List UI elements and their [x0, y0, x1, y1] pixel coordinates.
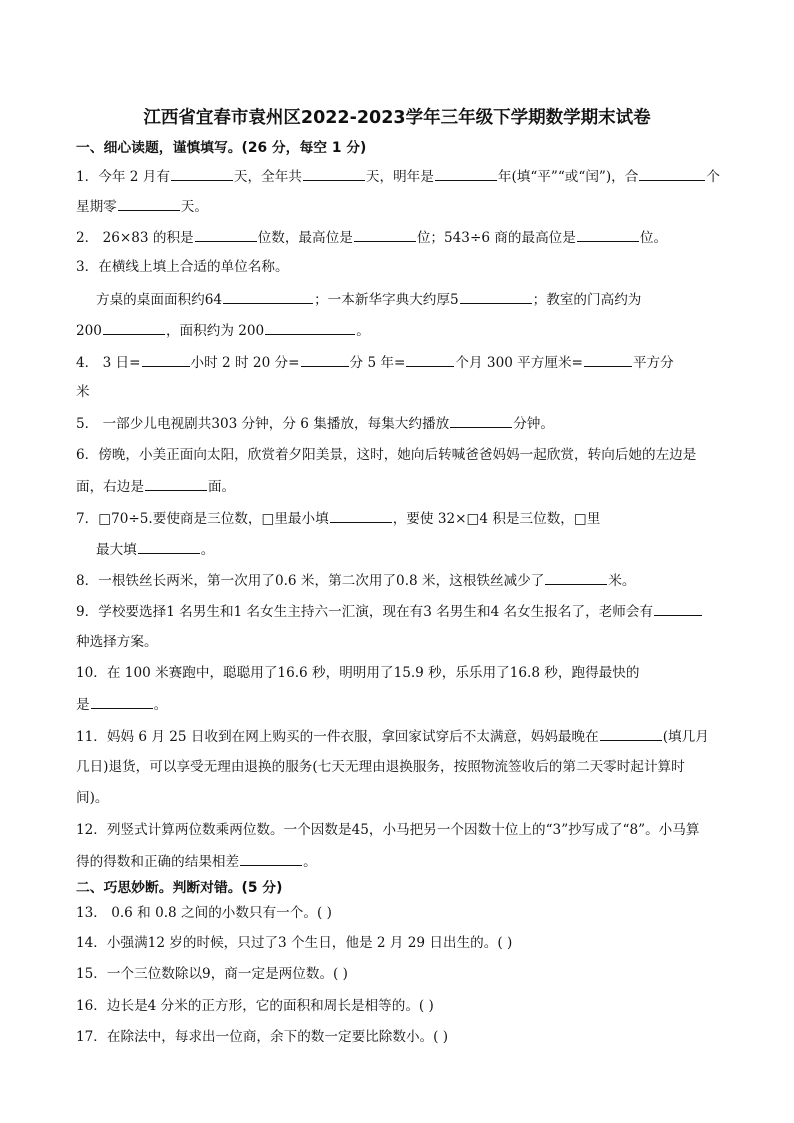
question-line — [76, 903, 746, 923]
question-line — [76, 632, 746, 652]
question-text: 个月 300 平方厘米= — [455, 355, 583, 371]
question-line — [76, 352, 746, 373]
question-line — [76, 601, 746, 622]
question-line — [76, 694, 746, 715]
answer-blank[interactable] — [460, 289, 532, 304]
question-text: 最大填 — [96, 542, 137, 558]
question-line — [76, 570, 746, 591]
question-text: 个 — [706, 169, 720, 185]
question-text: 1．今年 2 月有 — [76, 169, 170, 185]
answer-blank[interactable] — [600, 726, 662, 741]
question-line — [96, 289, 746, 310]
question-line — [76, 227, 746, 248]
section-heading — [76, 878, 746, 898]
question-text: 面。 — [207, 479, 236, 495]
answer-blank[interactable] — [265, 320, 355, 335]
question-line — [76, 757, 746, 777]
question-text: 8．一根铁丝长两米，第一次用了0.6 米，第二次用了0.8 米，这根铁丝减少了 — [76, 573, 545, 589]
question-line — [76, 257, 746, 277]
question-text: 二、巧思妙断。判断对错。(5 分) — [76, 880, 283, 896]
question-text: 分钟。 — [513, 416, 554, 432]
question-line — [76, 166, 746, 187]
question-text: 分 5 年= — [349, 355, 406, 371]
question-text: 5． 一部少儿电视剧共303 分钟，分 6 集播放，每集大约播放 — [76, 416, 450, 432]
answer-blank[interactable] — [103, 320, 165, 335]
answer-blank[interactable] — [584, 352, 632, 367]
question-text: 间)。 — [76, 790, 109, 806]
question-text: 12．列竖式计算两位数乘两位数。一个因数是45，小马把另一个因数十位上的“3”抄写成了“8”。小马算 — [76, 822, 700, 838]
question-text: 17．在除法中，每求出一位商，余下的数一定要比除数小。( ) — [76, 1029, 449, 1045]
question-text: 7．□70÷5.要使商是三位数，□里最小填 — [76, 511, 329, 527]
question-text: 天，明年是 — [365, 169, 434, 185]
question-text: 米。 — [608, 573, 636, 589]
question-line — [76, 820, 746, 840]
answer-blank[interactable] — [223, 289, 313, 304]
answer-blank[interactable] — [301, 352, 349, 367]
question-line — [76, 413, 746, 434]
question-text: 天。 — [180, 199, 208, 215]
question-text: 16．边长是4 分米的正方形，它的面积和周长是相等的。( ) — [76, 998, 434, 1014]
answer-blank[interactable] — [354, 227, 416, 242]
question-line — [76, 788, 746, 808]
question-line — [76, 933, 746, 953]
answer-blank[interactable] — [639, 166, 705, 181]
question-text: 位。 — [639, 230, 668, 246]
question-text: ，面积约为 200 — [165, 323, 265, 339]
question-text: 星期零 — [76, 199, 117, 215]
answer-blank[interactable] — [91, 694, 153, 709]
question-text: 一、细心读题，谨慎填写。(26 分，每空 1 分) — [76, 140, 367, 156]
question-line — [76, 196, 746, 217]
question-text: 。 — [200, 542, 215, 558]
question-line — [96, 539, 746, 560]
question-text: 。 — [153, 697, 168, 713]
question-text: 4． 3 日= — [76, 355, 141, 371]
section-heading — [76, 138, 746, 158]
answer-blank[interactable] — [435, 166, 497, 181]
question-text: 位；543÷6 商的最高位是 — [416, 230, 576, 246]
exam-title: 江西省宜春市袁州区2022-2023学年三年级下学期数学期末试卷 — [143, 108, 651, 128]
answer-blank[interactable] — [450, 413, 512, 428]
question-text: 天，全年共 — [233, 169, 302, 185]
question-text: 位数，最高位是 — [257, 230, 353, 246]
answer-blank[interactable] — [142, 352, 190, 367]
question-line — [76, 1027, 746, 1047]
question-line — [76, 508, 746, 529]
question-text: 14．小强满12 岁的时候，只过了3 个生日，他是 2 月 29 日出生的。( ) — [76, 935, 513, 951]
question-line — [76, 964, 746, 984]
question-text: 6．傍晚，小美正面向太阳，欣赏着夕阳美景，这时，她向后转喊爸爸妈妈一起欣赏，转向后她的左边是 — [76, 447, 697, 463]
question-text: 200 — [76, 323, 102, 339]
question-text: 15．一个三位数除以9，商一定是两位数。( ) — [76, 966, 348, 982]
question-text: 得的得数和正确的结果相差 — [76, 854, 240, 870]
question-text: ；一本新华字典大约厚5 — [314, 292, 459, 308]
answer-blank[interactable] — [545, 570, 607, 585]
answer-blank[interactable] — [577, 227, 639, 242]
question-line — [76, 663, 746, 683]
question-text: 方桌的桌面面积约64 — [96, 292, 223, 308]
question-line — [76, 320, 746, 341]
question-text: 3．在横线上填上合适的单位名称。 — [76, 259, 289, 275]
question-text: 10．在 100 米赛跑中，聪聪用了16.6 秒，明明用了15.9 秒，乐乐用了16.8 秒，跑得最快的 — [76, 665, 640, 681]
answer-blank[interactable] — [138, 539, 200, 554]
answer-blank[interactable] — [195, 227, 257, 242]
question-text: ；教室的门高约为 — [532, 292, 642, 308]
question-text: 13． 0.6 和 0.8 之间的小数只有一个。( ) — [76, 905, 332, 921]
question-text: 种选择方案。 — [76, 634, 158, 650]
question-text: 2． 26×83 的积是 — [76, 230, 194, 246]
question-text: 小时 2 时 20 分= — [190, 355, 300, 371]
question-text: 。 — [303, 854, 317, 870]
answer-blank[interactable] — [145, 476, 207, 491]
question-line — [76, 476, 746, 497]
question-text: 是 — [76, 697, 90, 713]
question-line — [76, 996, 746, 1016]
question-text: 9．学校要选择1 名男生和1 名女生主持六一汇演，现在有3 名男生和4 名女生报名了，老师会有 — [76, 604, 654, 620]
question-text: 。 — [356, 323, 370, 339]
question-text: ，要使 32×□4 积是三位数，□里 — [392, 511, 601, 527]
answer-blank[interactable] — [118, 196, 180, 211]
answer-blank[interactable] — [171, 166, 233, 181]
question-line — [76, 726, 746, 747]
answer-blank[interactable] — [406, 352, 454, 367]
answer-blank[interactable] — [303, 166, 365, 181]
question-text: 米 — [76, 384, 90, 400]
question-text: 面，右边是 — [76, 479, 144, 495]
answer-blank[interactable] — [654, 601, 702, 616]
question-text: 年(填“平”“或“闰”)，合 — [497, 169, 639, 185]
question-line — [76, 445, 746, 465]
answer-blank[interactable] — [330, 508, 392, 523]
question-text: 平方分 — [632, 355, 674, 371]
question-text: 11．妈妈 6 月 25 日收到在网上购买的一件衣服，拿回家试穿后不太满意，妈妈最晚在 — [76, 729, 599, 745]
question-line — [76, 851, 746, 872]
question-text: (填几月 — [662, 729, 709, 745]
answer-blank[interactable] — [240, 851, 302, 866]
question-text: 几日)退货，可以享受无理由退换的服务(七天无理由退换服务，按照物流签收后的第二天零时起计算时 — [76, 759, 685, 775]
question-line — [76, 382, 746, 402]
